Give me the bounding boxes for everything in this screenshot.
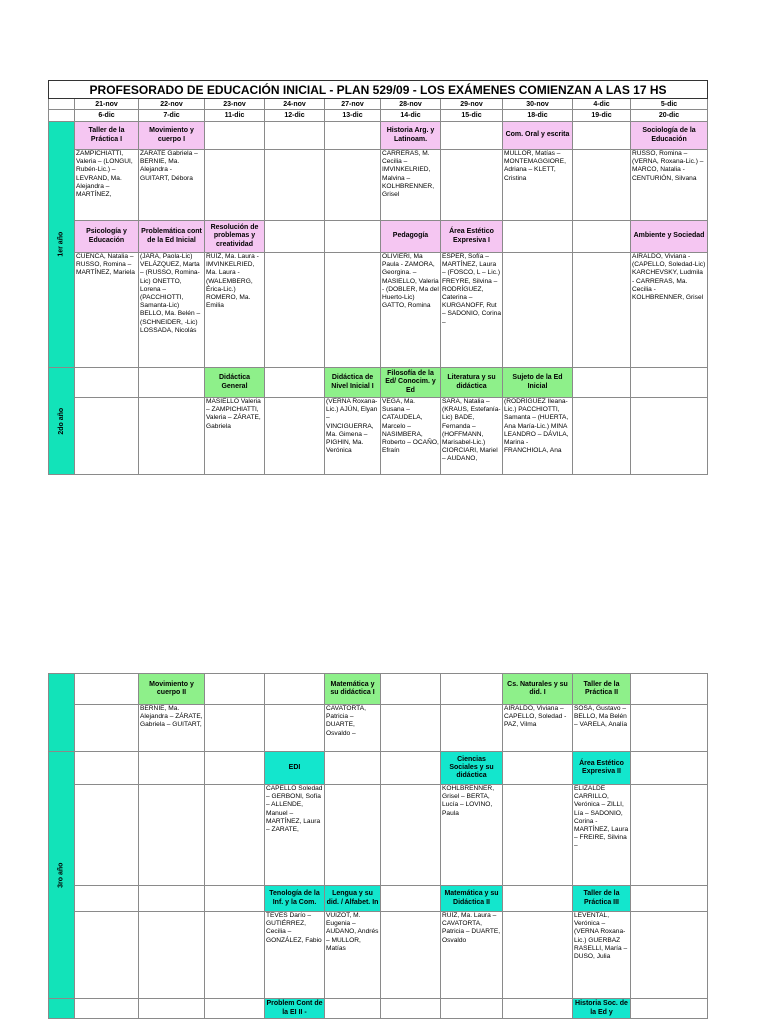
empty-cell [205, 705, 265, 752]
empty-cell [325, 785, 381, 886]
examiners-cell: (RODRÍGUEZ Ileana-Lic.) PACCHIOTTI, Samanta – (HUERTA, Ana María-Lic.) MINA LEANDRO – DÁVILA, Marina - FRANCHIOLA, Ana [503, 398, 573, 475]
date-cell: 23-nov [205, 99, 265, 110]
empty-cell [139, 999, 205, 1019]
examiners-cell: (VERNA Roxana-Lic.) AJÚN, Elyan – VINCIGUERRA, Ma. Gimena – PIGHIN, Ma. Verónica [325, 398, 381, 475]
empty-cell [205, 785, 265, 886]
empty-cell [75, 912, 139, 999]
empty-cell [205, 752, 265, 785]
examiners-cell: VEGA, Ma. Susana – CATAUDELA, Marcelo – NASIMBERA, Roberto – OCAÑO, Efraín [381, 398, 441, 475]
empty-cell [503, 886, 573, 912]
empty-cell [139, 752, 205, 785]
empty-cell [325, 253, 381, 368]
examiners-cell: AIRALDO, Viviana – CAPELLO, Soledad - PAZ, Vilma [503, 705, 573, 752]
examiners-cell: CAVATORTA, Patricia – DUARTE, Osvaldo – [325, 705, 381, 752]
year1-band: 1er año [49, 122, 75, 368]
empty-cell [573, 221, 631, 253]
empty-cell [205, 886, 265, 912]
examiners-cell: RUÍZ, Ma. Laura – CAVATORTA, Patricia – DUARTE, Osvaldo [441, 912, 503, 999]
year3-band-bottom [49, 999, 75, 1019]
empty-cell [631, 752, 708, 785]
subject-cell: Ciencias Sociales y su didáctica [441, 752, 503, 785]
empty-cell [631, 705, 708, 752]
examiners-cell: RUSSO, Romina – (VERNA, Roxana-Lic.) – MARCO, Natalia - CENTURIÓN, Silvana [631, 150, 708, 221]
examiners-cell: ZAMPICHIATTI, Valeria – (LONGUI, Rubén-Lic.) – LEVRAND, Ma. Alejandra – MARTÍNEZ, [75, 150, 139, 221]
empty-cell [381, 674, 441, 705]
subject-cell: Didáctica de Nivel Inicial I [325, 368, 381, 398]
empty-cell [573, 253, 631, 368]
examiners-cell: OLIVIERI, Ma Paula - ZAMORA, Georgina. – MASIELLO, Valeria - (DOBLER, Ma del Huerto-Lic) GATTO, Romina [381, 253, 441, 368]
empty-cell [75, 705, 139, 752]
date-cell: 19-dic [573, 110, 631, 122]
subject-cell: Filosofía de la Ed/ Conocim. y Ed [381, 368, 441, 398]
subject-cell: Literatura y su didáctica [441, 368, 503, 398]
examiners-cell: KOHLBRENNER, Grisel – BERTA, Lucía – LOVINO, Paula [441, 785, 503, 886]
schedule-table-top [48, 80, 708, 475]
examiners-cell: ESPER, Sofía – MARTÍNEZ, Laura – (FOSCO, L – Lic.) FREYRE, Silvina – RODRÍGUEZ, Caterina – KURGANOFF, Rut – SADONIO, Corina – [441, 253, 503, 368]
subject-cell: Resolución de problemas y creatividad [205, 221, 265, 253]
empty-cell [503, 253, 573, 368]
empty-cell [139, 886, 205, 912]
subject-cell: Tenología de la Inf. y la Com. [265, 886, 325, 912]
empty-cell [631, 674, 708, 705]
date-cell: 14-dic [381, 110, 441, 122]
date-cell: 15-dic [441, 110, 503, 122]
date-cell: 20-dic [631, 110, 708, 122]
schedule-table-bottom [48, 673, 708, 1019]
empty-cell [381, 705, 441, 752]
date-cell: 27-nov [325, 99, 381, 110]
date-cell: 7-dic [139, 110, 205, 122]
year2-subject-row [49, 368, 708, 398]
date-cell: 18-dic [503, 110, 573, 122]
date-cell: 28-nov [381, 99, 441, 110]
date-cell: 21-nov [75, 99, 139, 110]
empty-cell [139, 398, 205, 475]
empty-cell [381, 785, 441, 886]
subject-cell: Ambiente y Sociedad [631, 221, 708, 253]
subject-cell: Sociología de la Educación [631, 122, 708, 150]
examiners-cell: TEVES Darío – GUTIÉRREZ, Cecilia – GONZÁLEZ, Fabio [265, 912, 325, 999]
empty-cell [441, 122, 503, 150]
empty-cell [503, 999, 573, 1019]
page-title: PROFESORADO DE EDUCACIÓN INICIAL - PLAN 529/09 - LOS EXÁMENES COMIENZAN A LAS 17 HS [49, 81, 708, 99]
empty-cell [441, 150, 503, 221]
subject-cell: Matemática y su didáctica I [325, 674, 381, 705]
empty-cell [573, 368, 631, 398]
empty-cell [205, 122, 265, 150]
empty-cell [631, 886, 708, 912]
examiners-cell: SOSA, Gustavo – BELLO, Ma Belén – VARELA, Analía [573, 705, 631, 752]
empty-cell [503, 221, 573, 253]
date-cell: 29-nov [441, 99, 503, 110]
empty-cell [381, 752, 441, 785]
date-spacer [49, 99, 75, 110]
empty-cell [325, 150, 381, 221]
year2-names-row [49, 398, 708, 475]
subject-cell: Área Estético Expresiva I [441, 221, 503, 253]
subject-cell: Problem Cont de la EI II - [265, 999, 325, 1019]
empty-cell [75, 999, 139, 1019]
examiners-cell: SARA, Natalia – (KRAUS, Estefanía-Lic) BADE, Fernanda – (HOFFMANN, Marisabel-Lic.) CIORCIARI, Mariel – AUDANO, [441, 398, 503, 475]
subject-cell: Historia Arg. y Latinoam. [381, 122, 441, 150]
date-row-1 [49, 99, 708, 110]
subject-cell: Movimiento y cuerpo I [139, 122, 205, 150]
empty-cell [205, 674, 265, 705]
empty-cell [75, 398, 139, 475]
empty-cell [325, 122, 381, 150]
date-row-2 [49, 110, 708, 122]
date-cell: 11-dic [205, 110, 265, 122]
empty-cell [381, 999, 441, 1019]
date-cell: 22-nov [139, 99, 205, 110]
empty-cell [381, 912, 441, 999]
empty-cell [441, 999, 503, 1019]
empty-cell [75, 886, 139, 912]
examiners-cell: MULLOR, Matías – MONTEMAGGIORE, Adriana – KLETT, Cristina [503, 150, 573, 221]
subject-cell: Movimiento y cuerpo II [139, 674, 205, 705]
subject-cell: Lengua y su did. / Alfabet. In [325, 886, 381, 912]
subject-cell: Taller de la Práctica I [75, 122, 139, 150]
examiners-cell: ELIZALDE CARRILLO, Verónica – ZILLI, Lía – SADONIO, Corina - MARTÍNEZ, Laura – FREIRE, Silvina – [573, 785, 631, 886]
examiners-cell: CAPELLO Soledad – GERBONI, Sofía – ALLENDE, Manuel – MARTÍNEZ, Laura – ZARATE, [265, 785, 325, 886]
empty-cell [265, 705, 325, 752]
empty-cell [265, 674, 325, 705]
year3-names-row-c [49, 912, 708, 999]
empty-cell [205, 999, 265, 1019]
examiners-cell: BERNIE, Ma. Alejandra – ZÁRATE, Gabriela – GUITART, [139, 705, 205, 752]
subject-cell: EDI [265, 752, 325, 785]
date-cell: 30-nov [503, 99, 573, 110]
subject-cell: Sujeto de la Ed Inicial [503, 368, 573, 398]
subject-cell: Cs. Naturales y su did. I [503, 674, 573, 705]
empty-cell [631, 999, 708, 1019]
year3-names-row-b [49, 785, 708, 886]
year1-names-row-b [49, 253, 708, 368]
empty-cell [205, 150, 265, 221]
empty-cell [325, 221, 381, 253]
empty-cell [139, 368, 205, 398]
subject-cell: Matemática y su Didáctica II [441, 886, 503, 912]
date-cell: 6-dic [75, 110, 139, 122]
empty-cell [265, 221, 325, 253]
year2-band: 2do año [49, 368, 75, 475]
examiners-cell: CARRERAS, M. Cecilia – IMVINKELRIED, Malvina – KOLHBRENNER, Grisel [381, 150, 441, 221]
empty-cell [631, 398, 708, 475]
year3-subject-row-a [49, 674, 708, 705]
date-cell: 4-dic [573, 99, 631, 110]
empty-cell [441, 674, 503, 705]
year3-band: 3ro año [49, 752, 75, 999]
subject-cell: Área Estético Expresiva II [573, 752, 631, 785]
year1-names-row-a [49, 150, 708, 221]
empty-cell [573, 150, 631, 221]
empty-cell [265, 150, 325, 221]
examiners-cell: RUÍZ, Ma. Laura - IMVINKELRIED, Ma. Laura - (WALEMBERG, Érica-Lic.) ROMERO, Ma. Emilia [205, 253, 265, 368]
examiners-cell: LEVENTAL, Verónica – (VERNA Roxana-Lic.) GUERBAZ RASELLI, María – DUSO, Julia [573, 912, 631, 999]
year3-subject-row-c [49, 886, 708, 912]
examiners-cell: (JARA, Paola-Lic) VELÁZQUEZ, Marta – (RUSSO, Romina-Lic) ONETTO, Lorena – (PACCHIOTTI, Samanta-Lic) BELLO, Ma. Belén – (SCHNEIDER, -Lic) LOSSADA, Nicolás [139, 253, 205, 368]
empty-cell [325, 999, 381, 1019]
empty-cell [631, 785, 708, 886]
subject-cell: Didáctica General [205, 368, 265, 398]
year3-subject-row-d [49, 999, 708, 1019]
empty-cell [441, 705, 503, 752]
subject-cell: Taller de la Práctica III [573, 886, 631, 912]
examiners-cell: CUENCA, Natalia – RUSSO, Romina – MARTÍNEZ, Mariela [75, 253, 139, 368]
empty-cell [503, 785, 573, 886]
examiners-cell: VUIZOT, M. Eugenia – AUDANO, Andrés – MULLOR, Matías [325, 912, 381, 999]
date-cell: 24-nov [265, 99, 325, 110]
subject-cell: Com. Oral y escrita [503, 122, 573, 150]
date-cell: 12-dic [265, 110, 325, 122]
empty-cell [265, 368, 325, 398]
empty-cell [503, 752, 573, 785]
subject-cell: Problemática cont de la Ed Inicial [139, 221, 205, 253]
empty-cell [75, 674, 139, 705]
empty-cell [265, 253, 325, 368]
empty-cell [503, 912, 573, 999]
empty-cell [631, 912, 708, 999]
empty-cell [325, 752, 381, 785]
examiners-cell: MASIELLO Valeria – ZAMPICHIATTI, Valeria – ZÁRATE, Gabriela [205, 398, 265, 475]
empty-cell [139, 912, 205, 999]
examiners-cell: AIRALDO, Viviana - (CAPELLO, Soledad-Lic) KARCHEVSKY, Ludmila - CARRERAS, Ma. Cecilia - KOLHBRENNER, Grisel [631, 253, 708, 368]
year1-subject-row-b [49, 221, 708, 253]
date-cell: 5-dic [631, 99, 708, 110]
empty-cell [573, 122, 631, 150]
year1-subject-row-a [49, 122, 708, 150]
subject-cell: Psicología y Educación [75, 221, 139, 253]
empty-cell [381, 886, 441, 912]
date-spacer [49, 110, 75, 122]
year3-band-top [49, 674, 75, 752]
empty-cell [139, 785, 205, 886]
date-cell: 13-dic [325, 110, 381, 122]
subject-cell: Pedagogía [381, 221, 441, 253]
empty-cell [265, 398, 325, 475]
empty-cell [75, 785, 139, 886]
empty-cell [75, 368, 139, 398]
empty-cell [75, 752, 139, 785]
year3-names-row-a [49, 705, 708, 752]
year3-subject-row-b [49, 752, 708, 785]
examiners-cell: ZARATE Gabriela – BERNIE, Ma. Alejandra - GUITART, Débora [139, 150, 205, 221]
empty-cell [573, 398, 631, 475]
subject-cell: Taller de la Práctica II [573, 674, 631, 705]
empty-cell [631, 368, 708, 398]
empty-cell [265, 122, 325, 150]
empty-cell [205, 912, 265, 999]
subject-cell: Historia Soc. de la Ed y [573, 999, 631, 1019]
